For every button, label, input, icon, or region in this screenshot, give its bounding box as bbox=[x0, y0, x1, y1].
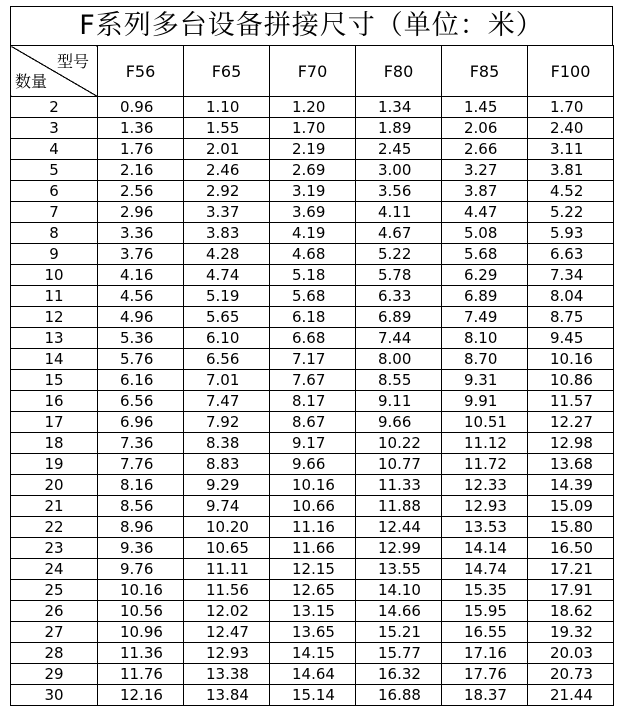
size-cell: 16.50 bbox=[528, 538, 614, 559]
size-cell: 8.56 bbox=[98, 496, 184, 517]
size-cell: 1.76 bbox=[98, 139, 184, 160]
quantity-cell: 15 bbox=[11, 370, 98, 391]
size-cell: 4.11 bbox=[356, 202, 442, 223]
size-cell: 3.27 bbox=[442, 160, 528, 181]
size-cell: 10.66 bbox=[270, 496, 356, 517]
table-row bbox=[11, 559, 614, 580]
table-body bbox=[11, 97, 614, 706]
table-row bbox=[11, 118, 614, 139]
size-cell: 4.74 bbox=[184, 265, 270, 286]
size-cell: 7.49 bbox=[442, 307, 528, 328]
size-cell: 8.04 bbox=[528, 286, 614, 307]
size-cell: 1.45 bbox=[442, 97, 528, 118]
size-cell: 4.28 bbox=[184, 244, 270, 265]
size-cell: 5.68 bbox=[442, 244, 528, 265]
size-cell: 21.44 bbox=[528, 685, 614, 706]
size-cell: 12.65 bbox=[270, 580, 356, 601]
size-cell: 3.76 bbox=[98, 244, 184, 265]
quantity-cell: 21 bbox=[11, 496, 98, 517]
size-cell: 8.83 bbox=[184, 454, 270, 475]
size-cell: 2.69 bbox=[270, 160, 356, 181]
size-cell: 3.19 bbox=[270, 181, 356, 202]
table-row bbox=[11, 328, 614, 349]
size-cell: 2.06 bbox=[442, 118, 528, 139]
quantity-cell: 23 bbox=[11, 538, 98, 559]
size-cell: 2.01 bbox=[184, 139, 270, 160]
quantity-cell: 6 bbox=[11, 181, 98, 202]
size-cell: 5.36 bbox=[98, 328, 184, 349]
table-row bbox=[11, 286, 614, 307]
size-cell: 6.33 bbox=[356, 286, 442, 307]
size-cell: 6.68 bbox=[270, 328, 356, 349]
table-row bbox=[11, 475, 614, 496]
size-cell: 12.16 bbox=[98, 685, 184, 706]
size-cell: 15.77 bbox=[356, 643, 442, 664]
size-cell: 9.76 bbox=[98, 559, 184, 580]
table-row bbox=[11, 223, 614, 244]
size-cell: 12.02 bbox=[184, 601, 270, 622]
size-cell: 1.36 bbox=[98, 118, 184, 139]
size-cell: 8.67 bbox=[270, 412, 356, 433]
size-cell: 15.14 bbox=[270, 685, 356, 706]
size-cell: 0.96 bbox=[98, 97, 184, 118]
table-row bbox=[11, 139, 614, 160]
table-row bbox=[11, 643, 614, 664]
quantity-cell: 5 bbox=[11, 160, 98, 181]
size-cell: 2.92 bbox=[184, 181, 270, 202]
size-cell: 17.16 bbox=[442, 643, 528, 664]
size-cell: 14.66 bbox=[356, 601, 442, 622]
table-row bbox=[11, 412, 614, 433]
size-cell: 2.56 bbox=[98, 181, 184, 202]
column-header-f56: F56 bbox=[98, 46, 184, 97]
size-cell: 13.68 bbox=[528, 454, 614, 475]
size-cell: 5.22 bbox=[528, 202, 614, 223]
size-cell: 5.22 bbox=[356, 244, 442, 265]
quantity-cell: 8 bbox=[11, 223, 98, 244]
quantity-cell: 9 bbox=[11, 244, 98, 265]
size-cell: 16.32 bbox=[356, 664, 442, 685]
size-cell: 13.84 bbox=[184, 685, 270, 706]
quantity-cell: 14 bbox=[11, 349, 98, 370]
size-cell: 11.66 bbox=[270, 538, 356, 559]
quantity-cell: 4 bbox=[11, 139, 98, 160]
size-cell: 14.15 bbox=[270, 643, 356, 664]
size-cell: 15.09 bbox=[528, 496, 614, 517]
size-cell: 7.17 bbox=[270, 349, 356, 370]
size-cell: 5.65 bbox=[184, 307, 270, 328]
size-cell: 4.52 bbox=[528, 181, 614, 202]
size-cell: 2.46 bbox=[184, 160, 270, 181]
size-cell: 4.67 bbox=[356, 223, 442, 244]
quantity-cell: 24 bbox=[11, 559, 98, 580]
size-cell: 18.37 bbox=[442, 685, 528, 706]
size-cell: 7.34 bbox=[528, 265, 614, 286]
size-cell: 2.96 bbox=[98, 202, 184, 223]
spec-sheet bbox=[10, 6, 613, 706]
quantity-cell: 7 bbox=[11, 202, 98, 223]
table-row bbox=[11, 370, 614, 391]
size-cell: 9.36 bbox=[98, 538, 184, 559]
size-cell: 4.68 bbox=[270, 244, 356, 265]
size-cell: 12.33 bbox=[442, 475, 528, 496]
quantity-cell: 2 bbox=[11, 97, 98, 118]
size-cell: 3.56 bbox=[356, 181, 442, 202]
quantity-cell: 17 bbox=[11, 412, 98, 433]
size-cell: 20.73 bbox=[528, 664, 614, 685]
size-cell: 12.99 bbox=[356, 538, 442, 559]
size-cell: 14.10 bbox=[356, 580, 442, 601]
size-cell: 18.62 bbox=[528, 601, 614, 622]
table-row bbox=[11, 496, 614, 517]
page-title: F系列多台设备拼接尺寸（单位：米） bbox=[10, 6, 613, 45]
size-cell: 11.11 bbox=[184, 559, 270, 580]
size-cell: 10.65 bbox=[184, 538, 270, 559]
table-row bbox=[11, 454, 614, 475]
size-cell: 8.00 bbox=[356, 349, 442, 370]
size-cell: 11.76 bbox=[98, 664, 184, 685]
column-header-f70: F70 bbox=[270, 46, 356, 97]
table-row bbox=[11, 265, 614, 286]
size-cell: 13.53 bbox=[442, 517, 528, 538]
size-cell: 10.16 bbox=[98, 580, 184, 601]
size-cell: 1.20 bbox=[270, 97, 356, 118]
model-label: 型号 bbox=[56, 52, 89, 71]
size-cell: 17.21 bbox=[528, 559, 614, 580]
size-cell: 10.16 bbox=[270, 475, 356, 496]
column-header-f80: F80 bbox=[356, 46, 442, 97]
quantity-cell: 16 bbox=[11, 391, 98, 412]
size-cell: 16.88 bbox=[356, 685, 442, 706]
size-cell: 5.68 bbox=[270, 286, 356, 307]
size-cell: 9.17 bbox=[270, 433, 356, 454]
size-cell: 11.72 bbox=[442, 454, 528, 475]
size-cell: 11.36 bbox=[98, 643, 184, 664]
size-cell: 17.76 bbox=[442, 664, 528, 685]
size-cell: 1.89 bbox=[356, 118, 442, 139]
size-cell: 3.37 bbox=[184, 202, 270, 223]
size-cell: 14.39 bbox=[528, 475, 614, 496]
size-cell: 6.89 bbox=[442, 286, 528, 307]
size-cell: 3.87 bbox=[442, 181, 528, 202]
size-cell: 12.47 bbox=[184, 622, 270, 643]
table-row bbox=[11, 580, 614, 601]
size-cell: 6.10 bbox=[184, 328, 270, 349]
size-cell: 8.16 bbox=[98, 475, 184, 496]
size-cell: 15.35 bbox=[442, 580, 528, 601]
size-cell: 7.92 bbox=[184, 412, 270, 433]
size-cell: 17.91 bbox=[528, 580, 614, 601]
size-cell: 10.86 bbox=[528, 370, 614, 391]
size-cell: 9.74 bbox=[184, 496, 270, 517]
size-cell: 6.56 bbox=[98, 391, 184, 412]
table-row bbox=[11, 349, 614, 370]
size-cell: 9.45 bbox=[528, 328, 614, 349]
size-cell: 8.17 bbox=[270, 391, 356, 412]
size-cell: 5.19 bbox=[184, 286, 270, 307]
size-cell: 10.51 bbox=[442, 412, 528, 433]
quantity-cell: 29 bbox=[11, 664, 98, 685]
size-cell: 9.29 bbox=[184, 475, 270, 496]
size-cell: 5.78 bbox=[356, 265, 442, 286]
size-cell: 8.10 bbox=[442, 328, 528, 349]
size-cell: 12.93 bbox=[442, 496, 528, 517]
quantity-cell: 22 bbox=[11, 517, 98, 538]
size-cell: 7.44 bbox=[356, 328, 442, 349]
size-cell: 3.11 bbox=[528, 139, 614, 160]
size-cell: 8.96 bbox=[98, 517, 184, 538]
quantity-label: 数量 bbox=[15, 72, 48, 91]
table-row bbox=[11, 97, 614, 118]
size-cell: 3.36 bbox=[98, 223, 184, 244]
quantity-cell: 27 bbox=[11, 622, 98, 643]
quantity-cell: 18 bbox=[11, 433, 98, 454]
column-header-f85: F85 bbox=[442, 46, 528, 97]
size-cell: 6.96 bbox=[98, 412, 184, 433]
size-cell: 3.83 bbox=[184, 223, 270, 244]
size-cell: 6.89 bbox=[356, 307, 442, 328]
size-cell: 4.16 bbox=[98, 265, 184, 286]
size-cell: 16.55 bbox=[442, 622, 528, 643]
size-cell: 10.56 bbox=[98, 601, 184, 622]
size-cell: 11.56 bbox=[184, 580, 270, 601]
table-row bbox=[11, 685, 614, 706]
size-cell: 2.40 bbox=[528, 118, 614, 139]
column-header-f100: F100 bbox=[528, 46, 614, 97]
size-cell: 4.19 bbox=[270, 223, 356, 244]
size-cell: 2.19 bbox=[270, 139, 356, 160]
size-cell: 6.29 bbox=[442, 265, 528, 286]
size-cell: 5.93 bbox=[528, 223, 614, 244]
size-cell: 6.56 bbox=[184, 349, 270, 370]
size-cell: 1.10 bbox=[184, 97, 270, 118]
table-row bbox=[11, 601, 614, 622]
table-row bbox=[11, 307, 614, 328]
size-cell: 1.70 bbox=[270, 118, 356, 139]
size-cell: 12.44 bbox=[356, 517, 442, 538]
quantity-cell: 30 bbox=[11, 685, 98, 706]
size-cell: 7.47 bbox=[184, 391, 270, 412]
size-cell: 3.81 bbox=[528, 160, 614, 181]
quantity-cell: 12 bbox=[11, 307, 98, 328]
table-row bbox=[11, 664, 614, 685]
size-cell: 8.75 bbox=[528, 307, 614, 328]
size-cell: 10.77 bbox=[356, 454, 442, 475]
size-cell: 13.15 bbox=[270, 601, 356, 622]
size-cell: 4.56 bbox=[98, 286, 184, 307]
size-cell: 13.65 bbox=[270, 622, 356, 643]
size-cell: 6.18 bbox=[270, 307, 356, 328]
size-cell: 3.00 bbox=[356, 160, 442, 181]
size-cell: 7.76 bbox=[98, 454, 184, 475]
table-row bbox=[11, 517, 614, 538]
size-cell: 11.12 bbox=[442, 433, 528, 454]
size-cell: 14.74 bbox=[442, 559, 528, 580]
size-cell: 9.66 bbox=[270, 454, 356, 475]
size-cell: 15.21 bbox=[356, 622, 442, 643]
size-cell: 8.55 bbox=[356, 370, 442, 391]
table-row bbox=[11, 391, 614, 412]
size-cell: 9.66 bbox=[356, 412, 442, 433]
quantity-cell: 25 bbox=[11, 580, 98, 601]
size-cell: 2.66 bbox=[442, 139, 528, 160]
size-cell: 10.96 bbox=[98, 622, 184, 643]
column-header-f65: F65 bbox=[184, 46, 270, 97]
size-cell: 20.03 bbox=[528, 643, 614, 664]
size-cell: 8.38 bbox=[184, 433, 270, 454]
size-cell: 1.70 bbox=[528, 97, 614, 118]
size-cell: 13.38 bbox=[184, 664, 270, 685]
table-row bbox=[11, 181, 614, 202]
size-cell: 1.34 bbox=[356, 97, 442, 118]
header-row bbox=[11, 46, 614, 97]
size-cell: 2.45 bbox=[356, 139, 442, 160]
size-cell: 7.36 bbox=[98, 433, 184, 454]
size-cell: 10.16 bbox=[528, 349, 614, 370]
corner-header-cell bbox=[11, 46, 98, 97]
size-cell: 19.32 bbox=[528, 622, 614, 643]
size-cell: 13.55 bbox=[356, 559, 442, 580]
size-cell: 12.93 bbox=[184, 643, 270, 664]
size-cell: 1.55 bbox=[184, 118, 270, 139]
quantity-cell: 11 bbox=[11, 286, 98, 307]
size-cell: 15.95 bbox=[442, 601, 528, 622]
quantity-cell: 26 bbox=[11, 601, 98, 622]
quantity-cell: 3 bbox=[11, 118, 98, 139]
size-cell: 6.16 bbox=[98, 370, 184, 391]
size-cell: 7.67 bbox=[270, 370, 356, 391]
table-row bbox=[11, 622, 614, 643]
size-cell: 10.20 bbox=[184, 517, 270, 538]
table-row bbox=[11, 160, 614, 181]
size-cell: 12.27 bbox=[528, 412, 614, 433]
quantity-cell: 10 bbox=[11, 265, 98, 286]
table-row bbox=[11, 244, 614, 265]
quantity-cell: 13 bbox=[11, 328, 98, 349]
quantity-cell: 28 bbox=[11, 643, 98, 664]
size-cell: 8.70 bbox=[442, 349, 528, 370]
size-cell: 9.11 bbox=[356, 391, 442, 412]
size-cell: 4.47 bbox=[442, 202, 528, 223]
size-cell: 9.91 bbox=[442, 391, 528, 412]
size-cell: 5.08 bbox=[442, 223, 528, 244]
table-row bbox=[11, 433, 614, 454]
size-cell: 3.69 bbox=[270, 202, 356, 223]
size-cell: 11.57 bbox=[528, 391, 614, 412]
size-cell: 15.80 bbox=[528, 517, 614, 538]
size-cell: 7.01 bbox=[184, 370, 270, 391]
table-row bbox=[11, 538, 614, 559]
size-cell: 12.15 bbox=[270, 559, 356, 580]
splice-size-table bbox=[10, 45, 614, 706]
size-cell: 14.14 bbox=[442, 538, 528, 559]
size-cell: 4.96 bbox=[98, 307, 184, 328]
size-cell: 12.98 bbox=[528, 433, 614, 454]
quantity-cell: 20 bbox=[11, 475, 98, 496]
size-cell: 11.16 bbox=[270, 517, 356, 538]
size-cell: 2.16 bbox=[98, 160, 184, 181]
size-cell: 6.63 bbox=[528, 244, 614, 265]
size-cell: 5.18 bbox=[270, 265, 356, 286]
size-cell: 5.76 bbox=[98, 349, 184, 370]
size-cell: 14.64 bbox=[270, 664, 356, 685]
size-cell: 10.22 bbox=[356, 433, 442, 454]
table-row bbox=[11, 202, 614, 223]
size-cell: 9.31 bbox=[442, 370, 528, 391]
size-cell: 11.33 bbox=[356, 475, 442, 496]
quantity-cell: 19 bbox=[11, 454, 98, 475]
size-cell: 11.88 bbox=[356, 496, 442, 517]
